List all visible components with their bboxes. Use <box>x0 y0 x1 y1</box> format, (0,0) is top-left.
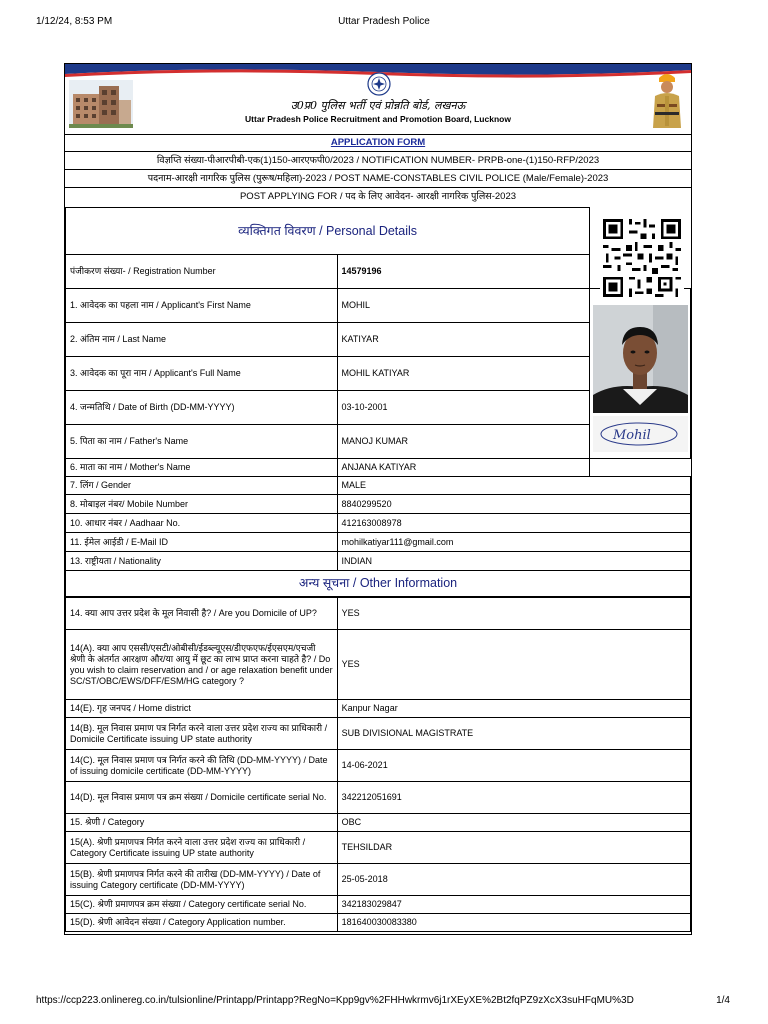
field-value-domicile: YES <box>337 598 690 630</box>
field-label: 15(A). श्रेणी प्रमाणपत्र निर्गत करने वाला उत्तर प्रदेश राज्य का प्राधिकारी / Category Certificate issuing UP state authority <box>66 832 338 864</box>
field-label: 14(B). मूल निवास प्रमाण पत्र निर्गत करने वाला उत्तर प्रदेश राज्य का प्राधिकारी / Domicile Certificate issuing UP state authority <box>66 718 338 750</box>
field-label: पंजीकरण संख्या- / Registration Number <box>66 255 338 289</box>
print-url: https://ccp223.onlinereg.co.in/tulsionline/Printapp/Printapp?RegNo=Kpp9gv%2FHHwkrmv6j1rXEyXE%2Bt2fqPZ9zXcX3suHFqMU%3D <box>36 995 634 1006</box>
print-footer <box>0 995 768 1009</box>
application-form <box>64 63 692 935</box>
field-label: 14(A). क्या आप एससी/एसटी/ओबीसी/ईडब्ल्यूएस/डीएफएफ/ईएसएम/एचजी श्रेणी के अंतर्गत आरक्षण और/या आयु में छूट का लाभ प्राप्त करना चाहते है? / Do you wish to claim reservation and / or age relaxation benefit under SC/ST/OBC/EWS/DFF/ESM/HG category ? <box>66 630 338 700</box>
field-value-nationality: INDIAN <box>337 552 690 571</box>
board-name-english: Uttar Pradesh Police Recruitment and Promotion Board, Lucknow <box>245 114 511 124</box>
field-label: 14. क्या आप उत्तर प्रदेश के मूल निवासी है? / Are you Domicile of UP? <box>66 598 338 630</box>
board-name-hindi: उ0प्र0 पुलिस भर्ती एवं प्रोन्नति बोर्ड, लखनऊ <box>290 99 466 112</box>
field-label: 14(C). मूल निवास प्रमाण पत्र निर्गत करने की तिथि (DD-MM-YYYY) / Date of issuing domicile certificate (DD-MM-YYYY) <box>66 750 338 782</box>
notification-row: विज्ञप्ति संख्या-पीआरपीबी-एक(1)150-आरएफपी0/2023 / NOTIFICATION NUMBER- PRPB-one-(1)150-RFP/2023 <box>65 152 691 170</box>
field-value-domicile-authority: SUB DIVISIONAL MAGISTRATE <box>337 718 690 750</box>
field-value-reservation: YES <box>337 630 690 700</box>
field-value-gender: MALE <box>337 477 690 495</box>
field-label: 11. ईमेल आईडी / E-Mail ID <box>66 533 338 552</box>
field-value-domicile-serial: 342212051691 <box>337 782 690 814</box>
field-value-full-name: MOHIL KATIYAR <box>337 357 590 391</box>
field-label: 1. आवेदक का पहला नाम / Applicant's First Name <box>66 289 338 323</box>
field-value-category-date: 25-05-2018 <box>337 864 690 896</box>
field-label: 7. लिंग / Gender <box>66 477 338 495</box>
field-value-mother: ANJANA KATIYAR <box>337 459 590 477</box>
application-form-link[interactable]: APPLICATION FORM <box>330 137 426 148</box>
personal-details-heading: व्यक्तिगत विवरण / Personal Details <box>66 208 590 255</box>
field-label: 4. जन्मतिथि / Date of Birth (DD-MM-YYYY) <box>66 391 338 425</box>
field-label: 13. राष्ट्रीयता / Nationality <box>66 552 338 571</box>
field-value-first-name: MOHIL <box>337 289 590 323</box>
field-value-category: OBC <box>337 814 690 832</box>
field-label: 14(D). मूल निवास प्रमाण पत्र क्रम संख्या / Domicile certificate serial No. <box>66 782 338 814</box>
field-label: 15(D). श्रेणी आवेदन संख्या / Category Application number. <box>66 914 338 932</box>
field-label: 8. मोबाइल नंबर/ Mobile Number <box>66 495 338 514</box>
field-label: 5. पिता का नाम / Father's Name <box>66 425 338 459</box>
field-value-aadhaar: 412163008978 <box>337 514 690 533</box>
field-label: 2. अंतिम नाम / Last Name <box>66 323 338 357</box>
post-applying-row: POST APPLYING FOR / पद के लिए आवेदन- आरक्षी नागरिक पुलिस-2023 <box>239 191 517 202</box>
board-banner <box>65 64 691 135</box>
field-value-email: mohilkatiyar111@gmail.com <box>337 533 690 552</box>
police-emblem-icon <box>367 72 391 96</box>
qr-code <box>599 216 685 300</box>
field-label: 15. श्रेणी / Category <box>66 814 338 832</box>
field-label: 6. माता का नाम / Mother's Name <box>66 459 338 477</box>
applicant-signature <box>593 416 688 452</box>
field-label: 15(B). श्रेणी प्रमाणपत्र निर्गत करने की तारीख (DD-MM-YYYY) / Date of issuing Category certificate (DD-MM-YYYY) <box>66 864 338 896</box>
field-value-dob: 03-10-2001 <box>337 391 590 425</box>
print-page-number: 1/4 <box>716 995 730 1006</box>
police-officer-icon <box>647 70 687 130</box>
person-photo-icon <box>593 305 688 413</box>
print-datetime: 1/12/24, 8:53 PM <box>36 16 113 27</box>
field-value-registration: 14579196 <box>337 255 590 289</box>
field-value-category-authority: TEHSILDAR <box>337 832 690 864</box>
field-value-category-application: 181640030083380 <box>337 914 690 932</box>
field-value-last-name: KATIYAR <box>337 323 590 357</box>
form-title-row <box>65 134 691 152</box>
field-label: 14(E). गृह जनपद / Home district <box>66 700 338 718</box>
field-value-home-district: Kanpur Nagar <box>337 700 690 718</box>
post-name-row: पदनाम-आरक्षी नागरिक पुलिस (पुरूष/महिला)-2023 / POST NAME-CONSTABLES CIVIL POLICE (Male/Female)-2023 <box>65 170 691 188</box>
field-value-domicile-date: 14-06-2021 <box>337 750 690 782</box>
applicant-photo <box>593 305 688 413</box>
signature-icon <box>593 416 688 452</box>
field-value-mobile: 8840299520 <box>337 495 690 514</box>
field-label: 15(C). श्रेणी प्रमाणपत्र क्रम संख्या / Category certificate serial No. <box>66 896 338 914</box>
print-title: Uttar Pradesh Police <box>338 16 430 27</box>
print-header <box>0 16 768 30</box>
field-label: 3. आवेदक का पूरा नाम / Applicant's Full Name <box>66 357 338 391</box>
field-label: 10. आधार नंबर / Aadhaar No. <box>66 514 338 533</box>
other-info-heading: अन्य सूचना / Other Information <box>66 571 691 597</box>
signature-text: Mohil <box>613 428 651 443</box>
field-value-father: MANOJ KUMAR <box>337 425 590 459</box>
other-info-table <box>65 597 691 932</box>
field-value-category-serial: 342183029847 <box>337 896 690 914</box>
